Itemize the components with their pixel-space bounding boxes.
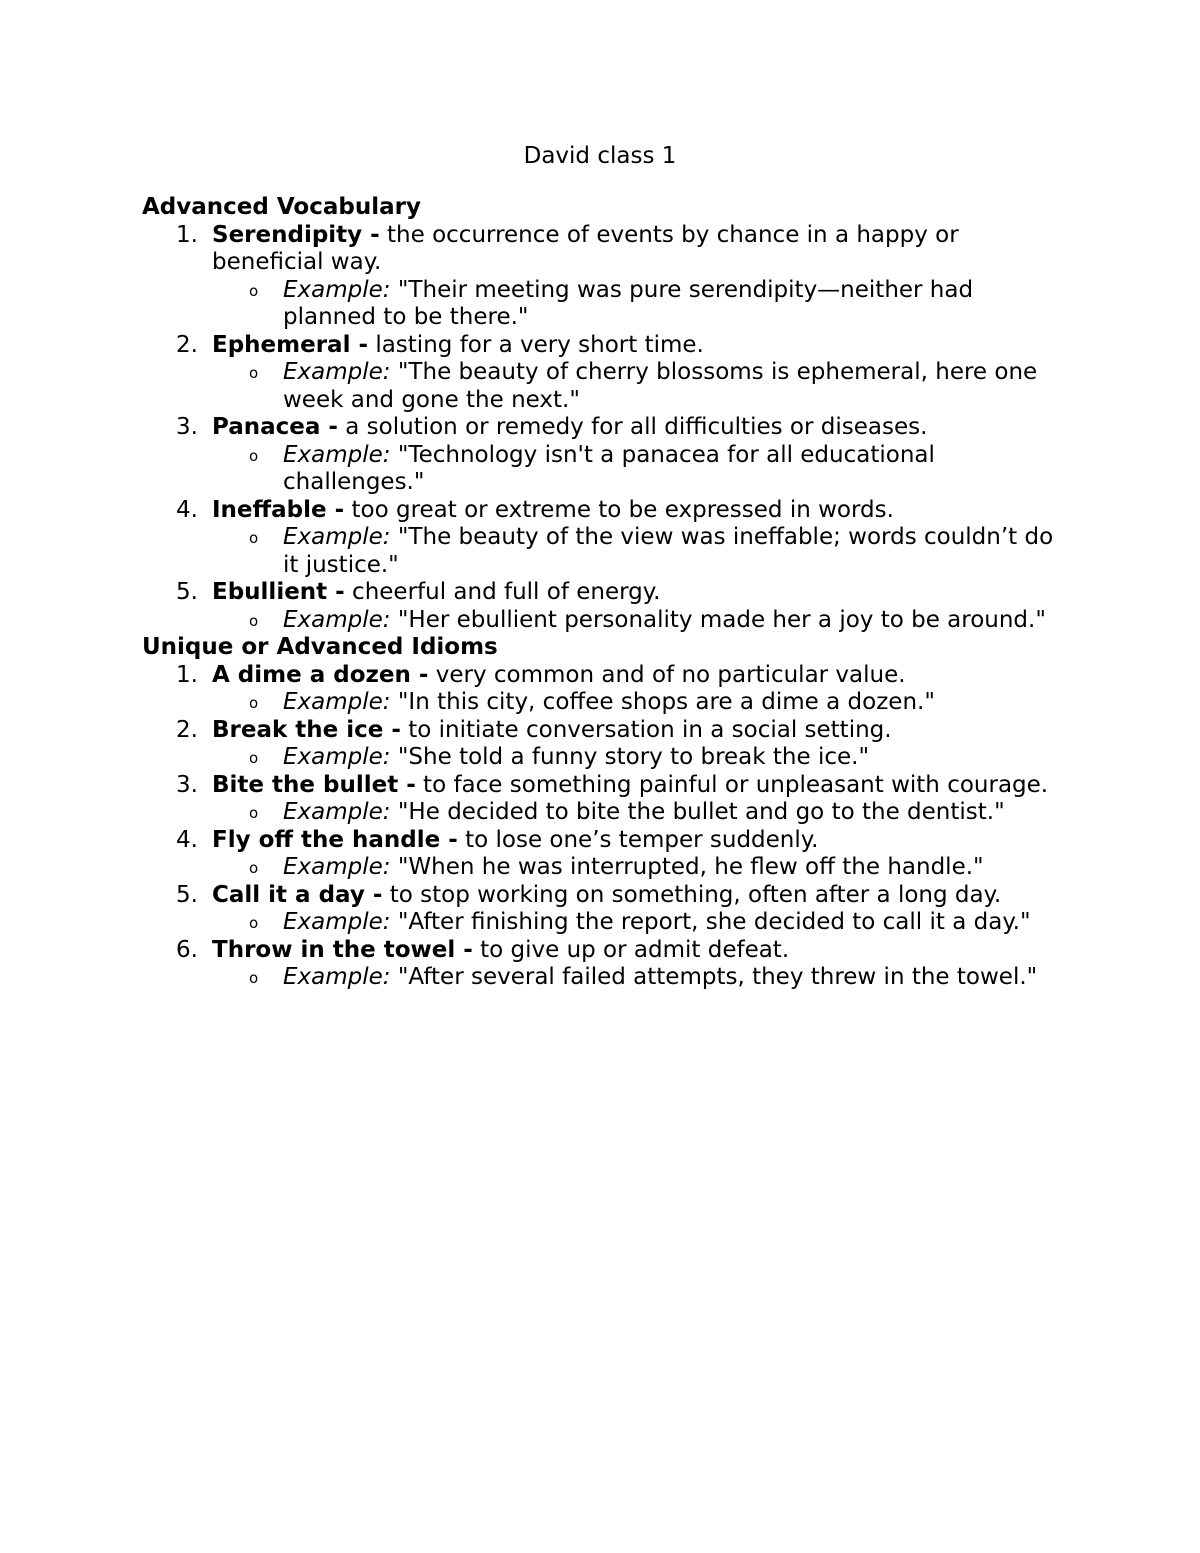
list-number: 4. xyxy=(176,496,198,523)
example-text: "The beauty of the view was ineffable; words couldn’t do it justice." xyxy=(283,524,1054,578)
list-item xyxy=(142,332,1062,415)
list-number: 3. xyxy=(176,771,198,798)
example-label: Example: xyxy=(283,606,391,633)
example-item xyxy=(212,964,1062,992)
example-item xyxy=(212,277,1062,332)
document-title: David class 1 xyxy=(523,143,677,169)
example-label: Example: xyxy=(283,964,391,990)
list-item xyxy=(142,579,1062,634)
example-label: Example: xyxy=(283,359,391,385)
definition: to face something painful or unpleasant with courage. xyxy=(415,771,1049,798)
term: Break the ice - xyxy=(212,716,401,743)
definition: too great or extreme to be expressed in words. xyxy=(344,496,894,523)
example-item xyxy=(212,689,1062,717)
circle-bullet-icon: o xyxy=(249,281,259,300)
circle-bullet-icon: o xyxy=(249,804,259,822)
definition: very common and of no particular value. xyxy=(428,661,906,688)
circle-bullet-icon: o xyxy=(249,611,259,630)
example-item xyxy=(212,744,1062,772)
term: Ebullient - xyxy=(212,579,345,605)
circle-bullet-icon: o xyxy=(249,914,259,932)
circle-bullet-icon: o xyxy=(249,446,259,465)
example-label: Example: xyxy=(283,854,391,880)
example-label: Example: xyxy=(283,799,391,825)
definition: to lose one’s temper suddenly. xyxy=(457,826,819,853)
example-list xyxy=(212,854,1062,882)
example-text: "In this city, coffee shops are a dime a dozen." xyxy=(390,689,935,715)
term-list xyxy=(142,662,1062,992)
example-text: "Their meeting was pure serendipity—neither had planned to be there." xyxy=(283,276,974,330)
list-item xyxy=(142,222,1062,332)
term: Fly off the handle - xyxy=(212,826,458,853)
example-item xyxy=(212,854,1062,882)
example-text: "Her ebullient personality made her a joy to be around." xyxy=(390,606,1046,633)
list-number: 2. xyxy=(176,716,198,743)
example-item xyxy=(212,359,1062,414)
example-list xyxy=(212,442,1062,497)
definition: to give up or admit defeat. xyxy=(472,936,790,963)
section-heading: Advanced Vocabulary xyxy=(142,194,421,220)
list-item xyxy=(142,717,1062,772)
term: Panacea - xyxy=(212,414,338,440)
example-item xyxy=(212,799,1062,827)
term: Throw in the towel - xyxy=(212,936,473,963)
list-number: 3. xyxy=(176,414,198,440)
example-label: Example: xyxy=(283,441,391,468)
list-number: 2. xyxy=(176,331,198,358)
example-text: "Technology isn't a panacea for all educational challenges." xyxy=(283,441,935,495)
example-text: "He decided to bite the bullet and go to the dentist." xyxy=(390,799,1005,825)
list-item xyxy=(142,662,1062,717)
definition: lasting for a very short time. xyxy=(368,331,704,358)
example-item xyxy=(212,524,1062,579)
term: A dime a dozen - xyxy=(212,661,429,688)
term: Bite the bullet - xyxy=(212,771,416,798)
example-list xyxy=(212,689,1062,717)
circle-bullet-icon: o xyxy=(249,749,259,767)
circle-bullet-icon: o xyxy=(249,694,259,712)
term: Ineffable - xyxy=(212,496,345,523)
section-heading: Unique or Advanced Idioms xyxy=(142,634,498,660)
example-list xyxy=(212,799,1062,827)
example-item xyxy=(212,909,1062,937)
example-text: "After several failed attempts, they threw in the towel." xyxy=(390,964,1038,990)
document-page xyxy=(142,140,1062,992)
example-label: Example: xyxy=(283,909,391,935)
example-label: Example: xyxy=(283,744,391,770)
term: Ephemeral - xyxy=(212,331,369,358)
circle-bullet-icon: o xyxy=(249,969,259,987)
example-list xyxy=(212,964,1062,992)
example-item xyxy=(212,442,1062,497)
example-item xyxy=(212,607,1062,635)
definition: to initiate conversation in a social setting. xyxy=(400,716,892,743)
example-list xyxy=(212,909,1062,937)
term-list xyxy=(142,222,1062,635)
example-label: Example: xyxy=(283,689,391,715)
list-item xyxy=(142,827,1062,882)
list-number: 6. xyxy=(176,936,198,963)
list-item xyxy=(142,937,1062,992)
document-body xyxy=(142,194,1062,992)
list-item xyxy=(142,497,1062,580)
example-list xyxy=(212,607,1062,635)
example-text: "The beauty of cherry blossoms is ephemeral, here one week and gone the next." xyxy=(283,359,1038,413)
term: Call it a day - xyxy=(212,881,383,908)
example-text: "When he was interrupted, he flew off the handle." xyxy=(390,854,984,880)
example-list xyxy=(212,744,1062,772)
list-number: 1. xyxy=(176,661,198,688)
list-number: 1. xyxy=(176,221,198,248)
definition: a solution or remedy for all difficulties or diseases. xyxy=(337,414,928,440)
definition: the occurrence of events by chance in a happy or beneficial way. xyxy=(212,221,959,275)
circle-bullet-icon: o xyxy=(249,859,259,877)
circle-bullet-icon: o xyxy=(249,529,259,547)
example-label: Example: xyxy=(283,276,391,303)
list-item xyxy=(142,882,1062,937)
definition: cheerful and full of energy. xyxy=(344,579,661,605)
list-number: 5. xyxy=(176,881,198,908)
list-item xyxy=(142,772,1062,827)
list-number: 5. xyxy=(176,579,198,605)
definition: to stop working on something, often after a long day. xyxy=(382,881,1002,908)
circle-bullet-icon: o xyxy=(249,364,259,382)
example-list xyxy=(212,277,1062,332)
example-label: Example: xyxy=(283,524,391,550)
example-text: "After finishing the report, she decided to call it a day." xyxy=(390,909,1031,935)
example-text: "She told a funny story to break the ice." xyxy=(390,744,870,770)
term: Serendipity - xyxy=(212,221,380,248)
example-list xyxy=(212,524,1062,579)
list-item xyxy=(142,414,1062,497)
list-number: 4. xyxy=(176,826,198,853)
example-list xyxy=(212,359,1062,414)
